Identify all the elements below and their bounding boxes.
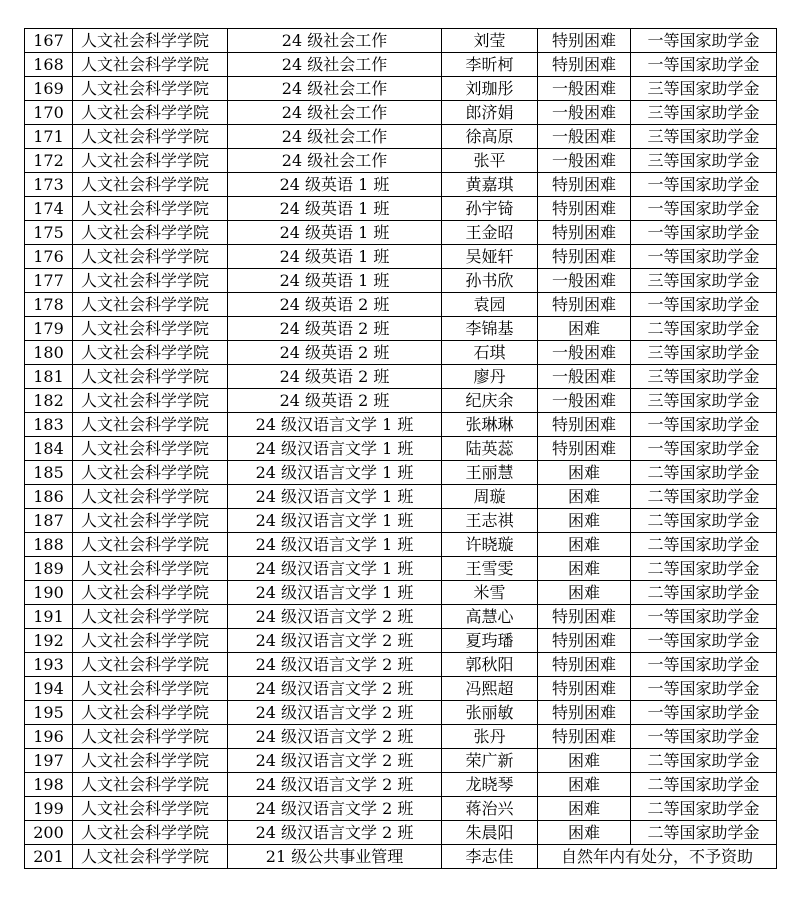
cell-college: 人文社会科学学院 <box>73 701 228 725</box>
cell-college: 人文社会科学学院 <box>73 437 228 461</box>
cell-award: 三等国家助学金 <box>631 125 777 149</box>
table-row <box>25 701 777 725</box>
cell-note: 自然年内有处分，不予资助 <box>538 845 777 869</box>
cell-college: 人文社会科学学院 <box>73 317 228 341</box>
cell-name: 陆英蕊 <box>442 437 538 461</box>
cell-class: 24 级汉语言文学 2 班 <box>228 677 442 701</box>
table-row <box>25 269 777 293</box>
table-row <box>25 317 777 341</box>
cell-name: 高慧心 <box>442 605 538 629</box>
cell-award: 一等国家助学金 <box>631 677 777 701</box>
table-row <box>25 245 777 269</box>
cell-award: 一等国家助学金 <box>631 197 777 221</box>
cell-class: 24 级汉语言文学 1 班 <box>228 509 442 533</box>
aid-table <box>24 28 777 869</box>
cell-class: 24 级英语 1 班 <box>228 197 442 221</box>
cell-name: 夏玙璠 <box>442 629 538 653</box>
table-row <box>25 605 777 629</box>
cell-name: 郎济娟 <box>442 101 538 125</box>
table-row <box>25 389 777 413</box>
cell-name: 蒋治兴 <box>442 797 538 821</box>
table-row <box>25 677 777 701</box>
cell-index: 199 <box>25 797 73 821</box>
aid-table-body <box>25 29 777 869</box>
cell-difficulty: 困难 <box>538 797 631 821</box>
cell-name: 张平 <box>442 149 538 173</box>
cell-difficulty: 特别困难 <box>538 221 631 245</box>
cell-award: 一等国家助学金 <box>631 29 777 53</box>
cell-index: 196 <box>25 725 73 749</box>
cell-index: 186 <box>25 485 73 509</box>
cell-index: 181 <box>25 365 73 389</box>
cell-award: 一等国家助学金 <box>631 245 777 269</box>
cell-difficulty: 特别困难 <box>538 173 631 197</box>
cell-college: 人文社会科学学院 <box>73 77 228 101</box>
cell-class: 24 级汉语言文学 1 班 <box>228 485 442 509</box>
cell-award: 二等国家助学金 <box>631 509 777 533</box>
cell-award: 一等国家助学金 <box>631 653 777 677</box>
cell-college: 人文社会科学学院 <box>73 533 228 557</box>
cell-name: 李昕柯 <box>442 53 538 77</box>
cell-index: 187 <box>25 509 73 533</box>
cell-class: 24 级英语 2 班 <box>228 293 442 317</box>
cell-college: 人文社会科学学院 <box>73 197 228 221</box>
table-row <box>25 125 777 149</box>
cell-difficulty: 一般困难 <box>538 101 631 125</box>
cell-class: 24 级英语 1 班 <box>228 221 442 245</box>
cell-index: 182 <box>25 389 73 413</box>
cell-difficulty: 困难 <box>538 533 631 557</box>
cell-difficulty: 困难 <box>538 485 631 509</box>
cell-class: 24 级社会工作 <box>228 125 442 149</box>
cell-index: 174 <box>25 197 73 221</box>
cell-award: 二等国家助学金 <box>631 317 777 341</box>
cell-college: 人文社会科学学院 <box>73 365 228 389</box>
cell-award: 一等国家助学金 <box>631 605 777 629</box>
cell-difficulty: 一般困难 <box>538 125 631 149</box>
table-row <box>25 557 777 581</box>
cell-index: 201 <box>25 845 73 869</box>
cell-award: 二等国家助学金 <box>631 773 777 797</box>
cell-college: 人文社会科学学院 <box>73 293 228 317</box>
table-row <box>25 629 777 653</box>
cell-index: 167 <box>25 29 73 53</box>
cell-difficulty: 一般困难 <box>538 269 631 293</box>
table-row <box>25 29 777 53</box>
table-row <box>25 365 777 389</box>
cell-name: 张丹 <box>442 725 538 749</box>
cell-class: 24 级汉语言文学 2 班 <box>228 797 442 821</box>
cell-index: 198 <box>25 773 73 797</box>
cell-award: 一等国家助学金 <box>631 221 777 245</box>
cell-index: 170 <box>25 101 73 125</box>
table-row <box>25 413 777 437</box>
cell-name: 王丽慧 <box>442 461 538 485</box>
cell-college: 人文社会科学学院 <box>73 557 228 581</box>
cell-award: 一等国家助学金 <box>631 629 777 653</box>
cell-name: 李志佳 <box>442 845 538 869</box>
cell-index: 191 <box>25 605 73 629</box>
table-row <box>25 293 777 317</box>
cell-award: 三等国家助学金 <box>631 389 777 413</box>
cell-name: 袁园 <box>442 293 538 317</box>
cell-class: 24 级汉语言文学 2 班 <box>228 749 442 773</box>
cell-difficulty: 特别困难 <box>538 725 631 749</box>
table-row <box>25 77 777 101</box>
table-row <box>25 797 777 821</box>
table-row <box>25 533 777 557</box>
cell-award: 三等国家助学金 <box>631 77 777 101</box>
cell-difficulty: 特别困难 <box>538 701 631 725</box>
table-row <box>25 101 777 125</box>
cell-college: 人文社会科学学院 <box>73 581 228 605</box>
cell-index: 194 <box>25 677 73 701</box>
cell-name: 荣广新 <box>442 749 538 773</box>
table-row <box>25 821 777 845</box>
cell-name: 徐高原 <box>442 125 538 149</box>
cell-index: 169 <box>25 77 73 101</box>
cell-difficulty: 困难 <box>538 317 631 341</box>
cell-name: 吴娅轩 <box>442 245 538 269</box>
cell-award: 二等国家助学金 <box>631 581 777 605</box>
cell-award: 三等国家助学金 <box>631 269 777 293</box>
table-row <box>25 341 777 365</box>
cell-class: 24 级汉语言文学 2 班 <box>228 653 442 677</box>
cell-class: 24 级汉语言文学 2 班 <box>228 605 442 629</box>
cell-name: 龙晓琴 <box>442 773 538 797</box>
cell-index: 192 <box>25 629 73 653</box>
cell-college: 人文社会科学学院 <box>73 461 228 485</box>
cell-college: 人文社会科学学院 <box>73 53 228 77</box>
cell-difficulty: 特别困难 <box>538 437 631 461</box>
cell-class: 24 级汉语言文学 2 班 <box>228 701 442 725</box>
cell-difficulty: 困难 <box>538 773 631 797</box>
cell-award: 一等国家助学金 <box>631 437 777 461</box>
cell-award: 二等国家助学金 <box>631 749 777 773</box>
cell-class: 21 级公共事业管理 <box>228 845 442 869</box>
cell-index: 185 <box>25 461 73 485</box>
cell-name: 纪庆余 <box>442 389 538 413</box>
cell-award: 一等国家助学金 <box>631 173 777 197</box>
cell-class: 24 级英语 2 班 <box>228 317 442 341</box>
cell-class: 24 级汉语言文学 2 班 <box>228 725 442 749</box>
cell-difficulty: 困难 <box>538 581 631 605</box>
cell-award: 一等国家助学金 <box>631 53 777 77</box>
table-row <box>25 845 777 869</box>
table-row <box>25 509 777 533</box>
cell-class: 24 级汉语言文学 1 班 <box>228 413 442 437</box>
cell-index: 183 <box>25 413 73 437</box>
cell-award: 三等国家助学金 <box>631 149 777 173</box>
cell-index: 178 <box>25 293 73 317</box>
cell-difficulty: 一般困难 <box>538 365 631 389</box>
cell-college: 人文社会科学学院 <box>73 29 228 53</box>
table-row <box>25 653 777 677</box>
cell-college: 人文社会科学学院 <box>73 149 228 173</box>
cell-college: 人文社会科学学院 <box>73 413 228 437</box>
table-row <box>25 581 777 605</box>
cell-index: 172 <box>25 149 73 173</box>
cell-award: 一等国家助学金 <box>631 293 777 317</box>
cell-difficulty: 一般困难 <box>538 341 631 365</box>
table-row <box>25 173 777 197</box>
cell-class: 24 级汉语言文学 1 班 <box>228 581 442 605</box>
cell-name: 黄嘉琪 <box>442 173 538 197</box>
cell-index: 168 <box>25 53 73 77</box>
cell-index: 184 <box>25 437 73 461</box>
cell-difficulty: 特别困难 <box>538 653 631 677</box>
cell-award: 三等国家助学金 <box>631 101 777 125</box>
cell-award: 二等国家助学金 <box>631 461 777 485</box>
cell-name: 郭秋阳 <box>442 653 538 677</box>
cell-college: 人文社会科学学院 <box>73 173 228 197</box>
cell-difficulty: 特别困难 <box>538 629 631 653</box>
cell-college: 人文社会科学学院 <box>73 629 228 653</box>
cell-index: 189 <box>25 557 73 581</box>
cell-difficulty: 特别困难 <box>538 605 631 629</box>
cell-class: 24 级汉语言文学 1 班 <box>228 461 442 485</box>
cell-difficulty: 特别困难 <box>538 53 631 77</box>
cell-difficulty: 一般困难 <box>538 149 631 173</box>
cell-college: 人文社会科学学院 <box>73 653 228 677</box>
cell-class: 24 级英语 2 班 <box>228 341 442 365</box>
cell-class: 24 级汉语言文学 1 班 <box>228 557 442 581</box>
cell-award: 二等国家助学金 <box>631 797 777 821</box>
cell-award: 一等国家助学金 <box>631 701 777 725</box>
cell-award: 三等国家助学金 <box>631 365 777 389</box>
cell-class: 24 级汉语言文学 2 班 <box>228 821 442 845</box>
cell-difficulty: 特别困难 <box>538 677 631 701</box>
cell-award: 一等国家助学金 <box>631 725 777 749</box>
cell-college: 人文社会科学学院 <box>73 341 228 365</box>
cell-name: 李锦基 <box>442 317 538 341</box>
cell-name: 张琳琳 <box>442 413 538 437</box>
cell-award: 三等国家助学金 <box>631 341 777 365</box>
cell-name: 周璇 <box>442 485 538 509</box>
table-row <box>25 461 777 485</box>
cell-college: 人文社会科学学院 <box>73 797 228 821</box>
cell-index: 193 <box>25 653 73 677</box>
cell-name: 米雪 <box>442 581 538 605</box>
table-row <box>25 725 777 749</box>
cell-index: 190 <box>25 581 73 605</box>
cell-name: 孙书欣 <box>442 269 538 293</box>
cell-class: 24 级英语 2 班 <box>228 365 442 389</box>
cell-name: 刘珈彤 <box>442 77 538 101</box>
cell-college: 人文社会科学学院 <box>73 221 228 245</box>
table-row <box>25 485 777 509</box>
cell-index: 200 <box>25 821 73 845</box>
cell-class: 24 级社会工作 <box>228 149 442 173</box>
cell-college: 人文社会科学学院 <box>73 749 228 773</box>
cell-difficulty: 困难 <box>538 461 631 485</box>
cell-difficulty: 困难 <box>538 557 631 581</box>
cell-difficulty: 困难 <box>538 821 631 845</box>
cell-difficulty: 困难 <box>538 509 631 533</box>
cell-difficulty: 特别困难 <box>538 29 631 53</box>
cell-award: 一等国家助学金 <box>631 413 777 437</box>
cell-name: 王志祺 <box>442 509 538 533</box>
table-row <box>25 749 777 773</box>
cell-index: 173 <box>25 173 73 197</box>
cell-college: 人文社会科学学院 <box>73 125 228 149</box>
cell-award: 二等国家助学金 <box>631 533 777 557</box>
cell-index: 197 <box>25 749 73 773</box>
cell-college: 人文社会科学学院 <box>73 773 228 797</box>
cell-class: 24 级汉语言文学 1 班 <box>228 533 442 557</box>
cell-index: 177 <box>25 269 73 293</box>
cell-award: 二等国家助学金 <box>631 485 777 509</box>
cell-difficulty: 特别困难 <box>538 245 631 269</box>
cell-class: 24 级英语 1 班 <box>228 245 442 269</box>
cell-index: 175 <box>25 221 73 245</box>
cell-college: 人文社会科学学院 <box>73 101 228 125</box>
cell-name: 王金昭 <box>442 221 538 245</box>
cell-difficulty: 一般困难 <box>538 389 631 413</box>
cell-class: 24 级英语 1 班 <box>228 173 442 197</box>
cell-college: 人文社会科学学院 <box>73 509 228 533</box>
cell-college: 人文社会科学学院 <box>73 245 228 269</box>
cell-class: 24 级社会工作 <box>228 101 442 125</box>
cell-college: 人文社会科学学院 <box>73 677 228 701</box>
cell-name: 孙宇锜 <box>442 197 538 221</box>
cell-college: 人文社会科学学院 <box>73 389 228 413</box>
cell-difficulty: 一般困难 <box>538 77 631 101</box>
cell-name: 王雪雯 <box>442 557 538 581</box>
cell-college: 人文社会科学学院 <box>73 821 228 845</box>
cell-name: 朱晨阳 <box>442 821 538 845</box>
cell-index: 176 <box>25 245 73 269</box>
cell-index: 179 <box>25 317 73 341</box>
cell-difficulty: 困难 <box>538 749 631 773</box>
cell-award: 二等国家助学金 <box>631 821 777 845</box>
cell-class: 24 级汉语言文学 1 班 <box>228 437 442 461</box>
cell-class: 24 级社会工作 <box>228 29 442 53</box>
cell-class: 24 级汉语言文学 2 班 <box>228 773 442 797</box>
cell-class: 24 级英语 2 班 <box>228 389 442 413</box>
cell-name: 张丽敏 <box>442 701 538 725</box>
cell-name: 石琪 <box>442 341 538 365</box>
cell-college: 人文社会科学学院 <box>73 605 228 629</box>
cell-class: 24 级英语 1 班 <box>228 269 442 293</box>
cell-index: 188 <box>25 533 73 557</box>
cell-college: 人文社会科学学院 <box>73 269 228 293</box>
cell-difficulty: 特别困难 <box>538 413 631 437</box>
table-row <box>25 437 777 461</box>
cell-index: 195 <box>25 701 73 725</box>
cell-college: 人文社会科学学院 <box>73 725 228 749</box>
cell-index: 180 <box>25 341 73 365</box>
cell-college: 人文社会科学学院 <box>73 485 228 509</box>
cell-class: 24 级社会工作 <box>228 77 442 101</box>
cell-name: 许晓璇 <box>442 533 538 557</box>
cell-award: 二等国家助学金 <box>631 557 777 581</box>
cell-index: 171 <box>25 125 73 149</box>
table-row <box>25 53 777 77</box>
cell-name: 冯熙超 <box>442 677 538 701</box>
cell-name: 廖丹 <box>442 365 538 389</box>
cell-college: 人文社会科学学院 <box>73 845 228 869</box>
table-row <box>25 221 777 245</box>
table-row <box>25 773 777 797</box>
cell-difficulty: 特别困难 <box>538 197 631 221</box>
table-row <box>25 197 777 221</box>
cell-class: 24 级汉语言文学 2 班 <box>228 629 442 653</box>
table-row <box>25 149 777 173</box>
cell-class: 24 级社会工作 <box>228 53 442 77</box>
cell-difficulty: 特别困难 <box>538 293 631 317</box>
cell-name: 刘莹 <box>442 29 538 53</box>
